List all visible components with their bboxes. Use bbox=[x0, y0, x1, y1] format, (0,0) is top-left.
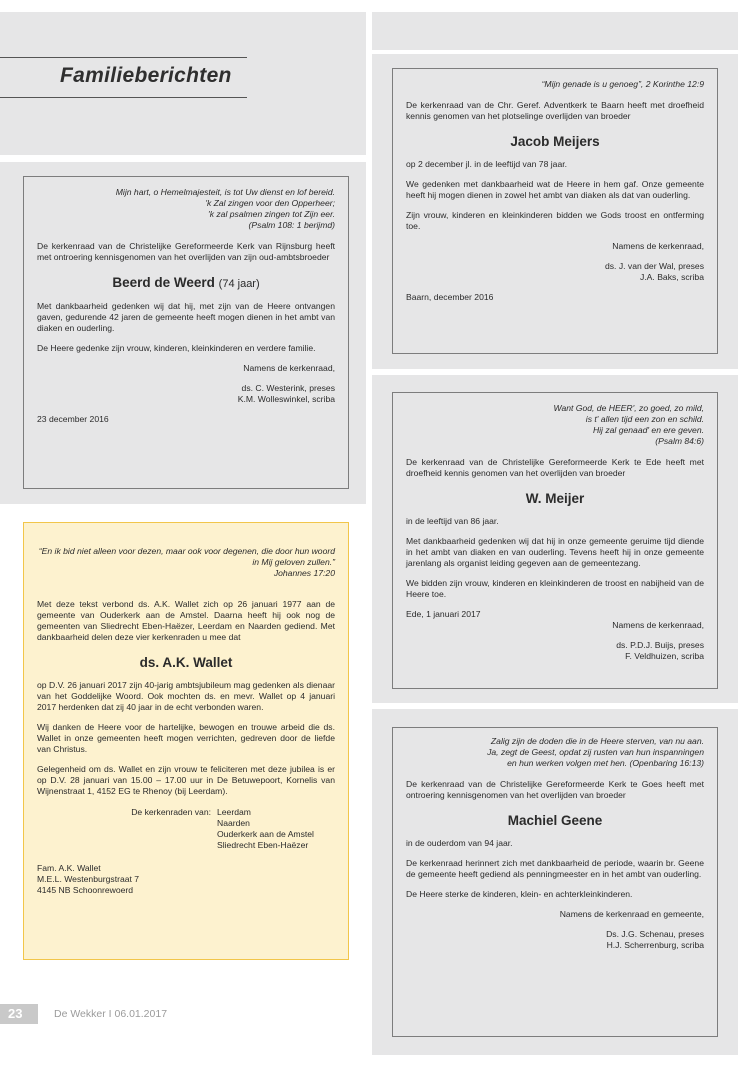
notice-date: Ede, 1 januari 2017 bbox=[406, 609, 481, 619]
notice-meijers bbox=[392, 68, 718, 354]
notice-intro: De kerkenraad van de Christelijke Gereformeerde Kerk van Rijnsburg heeft met ontroering kennisgenomen van het overlijden van zijn oud-ambtsbroeder bbox=[37, 241, 335, 262]
name-text: Beerd de Weerd bbox=[112, 275, 215, 290]
page-number: 23 bbox=[0, 1004, 38, 1024]
notice-intro: De kerkenraad van de Christelijke Gereformeerde Kerk te Goes heeft met ontroering kennisgenomen van het overlijden van broeder bbox=[406, 779, 704, 800]
signatures: Ds. J.G. Schenau, preses H.J. Scherrenburg, scriba bbox=[606, 929, 704, 950]
notice-quote: Zalig zijn de doden die in de Heere sterven, van nu aan. Ja, zegt de Geest, opdat zij rusten van hun inspanningen en hun werken volgen met hen. (Openbaring 16:13) bbox=[487, 736, 704, 768]
deceased-name: Jacob Meijers bbox=[510, 134, 600, 149]
church-councils bbox=[37, 807, 335, 851]
notice-body: Gelegenheid om ds. Wallet en zijn vrouw te feliciteren met deze jubilea is er op D.V. 28 januari van 15.00 – 17.00 uur in De Betuwepoort, Kornelis van Wijnenstraat 1, 4152 EG te Rhenoy (bij Leerdam). bbox=[37, 764, 335, 796]
deceased-name bbox=[37, 275, 335, 292]
right-top-strip bbox=[372, 12, 738, 50]
quote-reference: Johannes 17:20 bbox=[273, 568, 335, 578]
notice-quote: Mijn hart, o Hemelmajesteit, is tot Uw dienst en lof bereid. 'k Zal zingen voor den Opperheer; 'k zal psalmen zingen tot Zijn eer. (Psalm 108: 1 berijmd) bbox=[115, 187, 335, 230]
notice-body: Met dankbaarheid gedenken wij dat hij in onze gemeente geruime tijd diende in het ambt van diaken en van ouderling. Tevens heeft hij in onze gemeente jarenlang als organist leiding gegeven aan de gemeentezang. bbox=[406, 536, 704, 568]
sign-intro: Namens de kerkenraad, bbox=[243, 363, 335, 373]
notice-de-weerd bbox=[23, 176, 349, 489]
notice-wallet bbox=[23, 522, 349, 960]
notice-body: We gedenken met dankbaarheid wat de Heere in hem gaf. Onze gemeente heeft hij mogen dienen in zowel het ambt van diaken als dat van ouderling. bbox=[406, 179, 704, 200]
title-rule-top bbox=[0, 57, 247, 58]
notice-quote: Want God, de HEER', zo goed, zo mild, is t' allen tijd een zon en schild. Hij zal genaad' en ere geven. (Psalm 84:6) bbox=[553, 403, 704, 446]
notice-quote bbox=[37, 535, 335, 590]
title-rule-bottom bbox=[0, 97, 247, 98]
notice-quote: “Mijn genade is u genoeg”, 2 Korinthe 12:9 bbox=[541, 79, 704, 89]
signatures: ds. P.D.J. Buijs, preses F. Veldhuizen, scriba bbox=[616, 640, 704, 661]
notice-date: Baarn, december 2016 bbox=[406, 292, 494, 302]
signatures: ds. C. Westerink, preses K.M. Wolleswinkel, scriba bbox=[237, 383, 335, 404]
notice-body: op 2 december jl. in de leeftijd van 78 jaar. bbox=[406, 159, 567, 169]
notice-date: 23 december 2016 bbox=[37, 414, 109, 424]
publication-footer: De Wekker I 06.01.2017 bbox=[54, 1008, 168, 1020]
notice-meijer bbox=[392, 392, 718, 689]
notice-body: in de leeftijd van 86 jaar. bbox=[406, 516, 499, 526]
notice-geene bbox=[392, 727, 718, 1037]
sign-intro: Namens de kerkenraad, bbox=[612, 241, 704, 251]
notice-body: Met dankbaarheid gedenken wij dat hij, met zijn van de Heere ontvangen gaven, gedurende 42 jaren de gemeente heeft mogen dienen in het ambt van diaken en ouderling. bbox=[37, 301, 335, 333]
sign-intro: Namens de kerkenraad en gemeente, bbox=[559, 909, 704, 919]
deceased-name: Machiel Geene bbox=[507, 813, 603, 828]
notice-intro: De kerkenraad van de Christelijke Gereformeerde Kerk te Ede heeft met droefheid kennis genomen van het overlijden van broeder bbox=[406, 457, 704, 478]
notice-body: We bidden zijn vrouw, kinderen en kleinkinderen de troost en nabijheid van de Heere toe. bbox=[406, 578, 704, 599]
notice-body: in de ouderdom van 94 jaar. bbox=[406, 838, 513, 848]
notice-body: Zijn vrouw, kinderen en kleinkinderen bidden we Gods troost en ontferming toe. bbox=[406, 210, 704, 231]
notice-intro: Met deze tekst verbond ds. A.K. Wallet zich op 26 januari 1977 aan de gemeente van Ouderkerk aan de Amstel. Daarna heeft hij ook nog de gemeenten van Sliedrecht Eben-Haëzer, Leerdam en Naarden gediend. Met dankbaarheid delen deze vier kerkenraden u mee dat bbox=[37, 599, 335, 642]
notice-body: Wij danken de Heere voor de hartelijke, bewogen en trouwe arbeid die ds. Wallet in onze gemeenten heeft mogen verrichten, gedreven door de liefde van Christus. bbox=[37, 722, 335, 754]
age-text: (74 jaar) bbox=[218, 278, 260, 290]
councils-list: Leerdam Naarden Ouderkerk aan de Amstel Sliedrecht Eben-Haëzer bbox=[217, 807, 314, 850]
notice-body: De Heere sterke de kinderen, klein- en achterkleinkinderen. bbox=[406, 889, 633, 899]
councils-label: De kerkenraden van: bbox=[131, 807, 211, 817]
signatures: ds. J. van der Wal, preses J.A. Baks, scriba bbox=[604, 261, 704, 282]
sign-intro: Namens de kerkenraad, bbox=[612, 620, 704, 630]
jubilee-name: ds. A.K. Wallet bbox=[139, 655, 233, 670]
quote-text: “En ik bid niet alleen voor dezen, maar ook voor degenen, die door hun woord in Mij geloven zullen.” bbox=[38, 546, 335, 567]
deceased-name: W. Meijer bbox=[525, 491, 585, 506]
notice-intro: De kerkenraad van de Chr. Geref. Adventkerk te Baarn heeft met droefheid kennis genomen van het plotselinge overlijden van broeder bbox=[406, 100, 704, 121]
section-title: Familieberichten bbox=[60, 64, 232, 87]
notice-body: op D.V. 26 januari 2017 zijn 40-jarig ambtsjubileum mag gedenken als dienaar van het Goddelijke Woord. Ook mochten ds. en mevr. Wallet op 4 januari 2017 herdenken dat zij 40 jaar in de echt verbonden waren. bbox=[37, 680, 335, 712]
notice-body: De Heere gedenke zijn vrouw, kinderen, kleinkinderen en verdere familie. bbox=[37, 343, 316, 353]
family-address: Fam. A.K. Wallet M.E.L. Westenburgstraat 7 4145 NB Schoonrewoerd bbox=[37, 863, 140, 895]
notice-body: De kerkenraad herinnert zich met dankbaarheid de periode, waarin br. Geene de gemeente heeft gediend als penningmeester en in het ambt van ouderling. bbox=[406, 858, 704, 879]
